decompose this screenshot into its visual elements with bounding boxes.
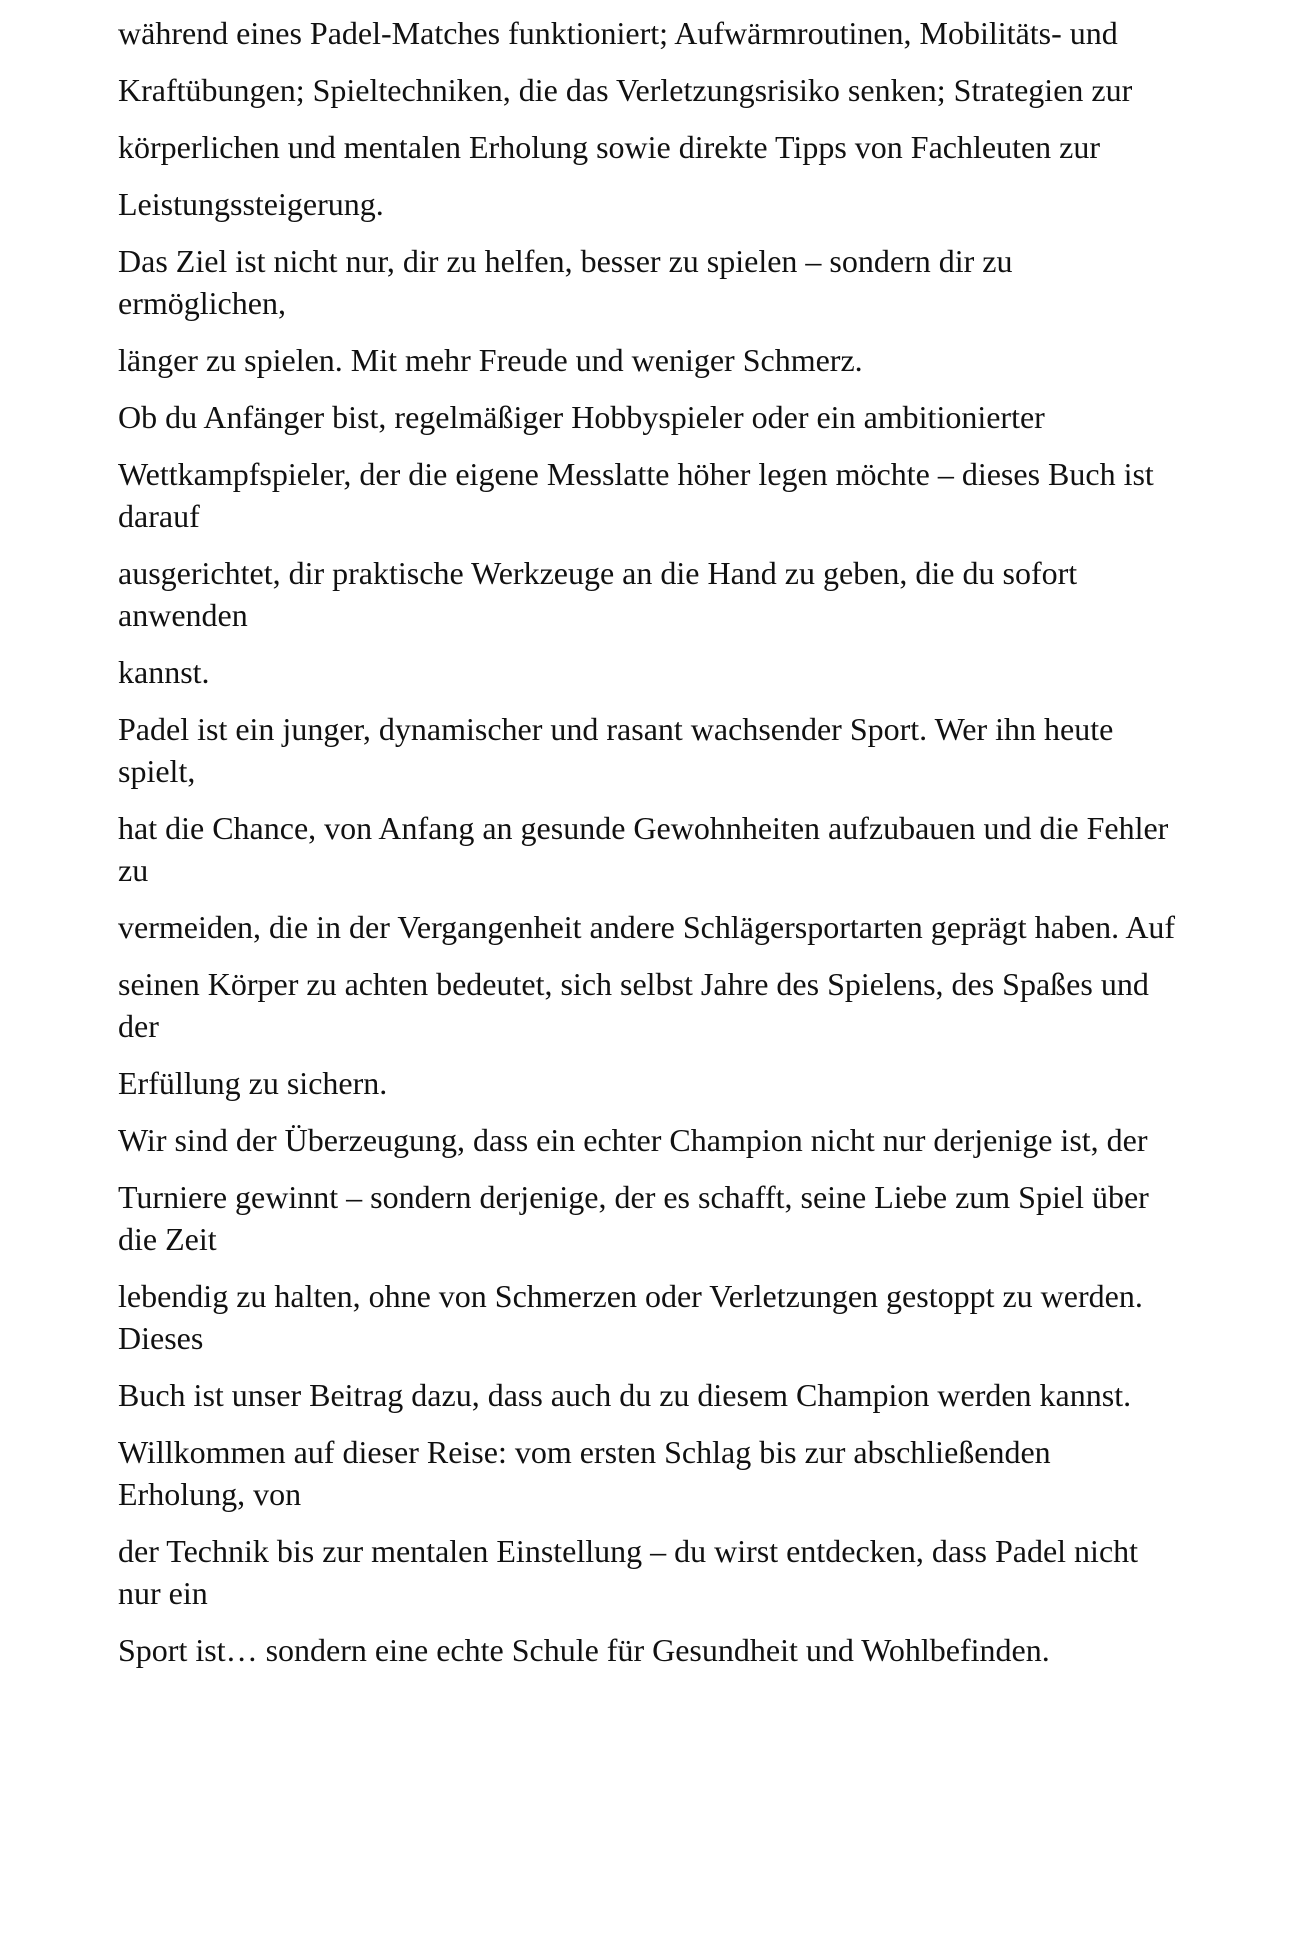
paragraph-4: Leistungssteigerung. bbox=[118, 186, 384, 222]
paragraph-3: körperlichen und mentalen Erholung sowie direkte Tipps von Fachleuten zur bbox=[118, 129, 1101, 165]
paragraph-15: Erfüllung zu sichern. bbox=[118, 1065, 388, 1101]
paragraph-18: lebendig zu halten, ohne von Schmerzen oder Verletzungen gestoppt zu werden. Dieses bbox=[118, 1278, 1143, 1356]
paragraph-17: Turniere gewinnt – sondern derjenige, der es schafft, seine Liebe zum Spiel über die Zeit bbox=[118, 1179, 1149, 1257]
paragraph-20: Willkommen auf dieser Reise: vom ersten Schlag bis zur abschließenden Erholung, von bbox=[118, 1434, 1051, 1512]
paragraph-8: Wettkampfspieler, der die eigene Messlatte höher legen möchte – dieses Buch ist darauf bbox=[118, 456, 1154, 534]
paragraph-1: während eines Padel-Matches funktioniert; Aufwärmroutinen, Mobilitäts- und bbox=[118, 15, 1118, 51]
paragraph-21: der Technik bis zur mentalen Einstellung – du wirst entdecken, dass Padel nicht nur ein bbox=[118, 1533, 1139, 1611]
document-body bbox=[118, 12, 1178, 1686]
paragraph-13: vermeiden, die in der Vergangenheit andere Schlägersportarten geprägt haben. Auf bbox=[118, 909, 1176, 945]
paragraph-6: länger zu spielen. Mit mehr Freude und weniger Schmerz. bbox=[118, 342, 863, 378]
paragraph-5: Das Ziel ist nicht nur, dir zu helfen, besser zu spielen – sondern dir zu ermöglichen, bbox=[118, 243, 1013, 321]
paragraph-22: Sport ist… sondern eine echte Schule für Gesundheit und Wohlbefinden. bbox=[118, 1632, 1050, 1668]
paragraph-19: Buch ist unser Beitrag dazu, dass auch du zu diesem Champion werden kannst. bbox=[118, 1377, 1132, 1413]
paragraph-14: seinen Körper zu achten bedeutet, sich selbst Jahre des Spielens, des Spaßes und der bbox=[118, 966, 1149, 1044]
paragraph-11: Padel ist ein junger, dynamischer und rasant wachsender Sport. Wer ihn heute spielt, bbox=[118, 711, 1114, 789]
paragraph-10: kannst. bbox=[118, 654, 210, 690]
paragraph-12: hat die Chance, von Anfang an gesunde Gewohnheiten aufzubauen und die Fehler zu bbox=[118, 810, 1169, 888]
paragraph-7: Ob du Anfänger bist, regelmäßiger Hobbyspieler oder ein ambitionierter bbox=[118, 399, 1045, 435]
paragraph-9: ausgerichtet, dir praktische Werkzeuge an die Hand zu geben, die du sofort anwenden bbox=[118, 555, 1078, 633]
paragraph-16: Wir sind der Überzeugung, dass ein echter Champion nicht nur derjenige ist, der bbox=[118, 1122, 1148, 1158]
paragraph-2: Kraftübungen; Spieltechniken, die das Verletzungsrisiko senken; Strategien zur bbox=[118, 72, 1133, 108]
